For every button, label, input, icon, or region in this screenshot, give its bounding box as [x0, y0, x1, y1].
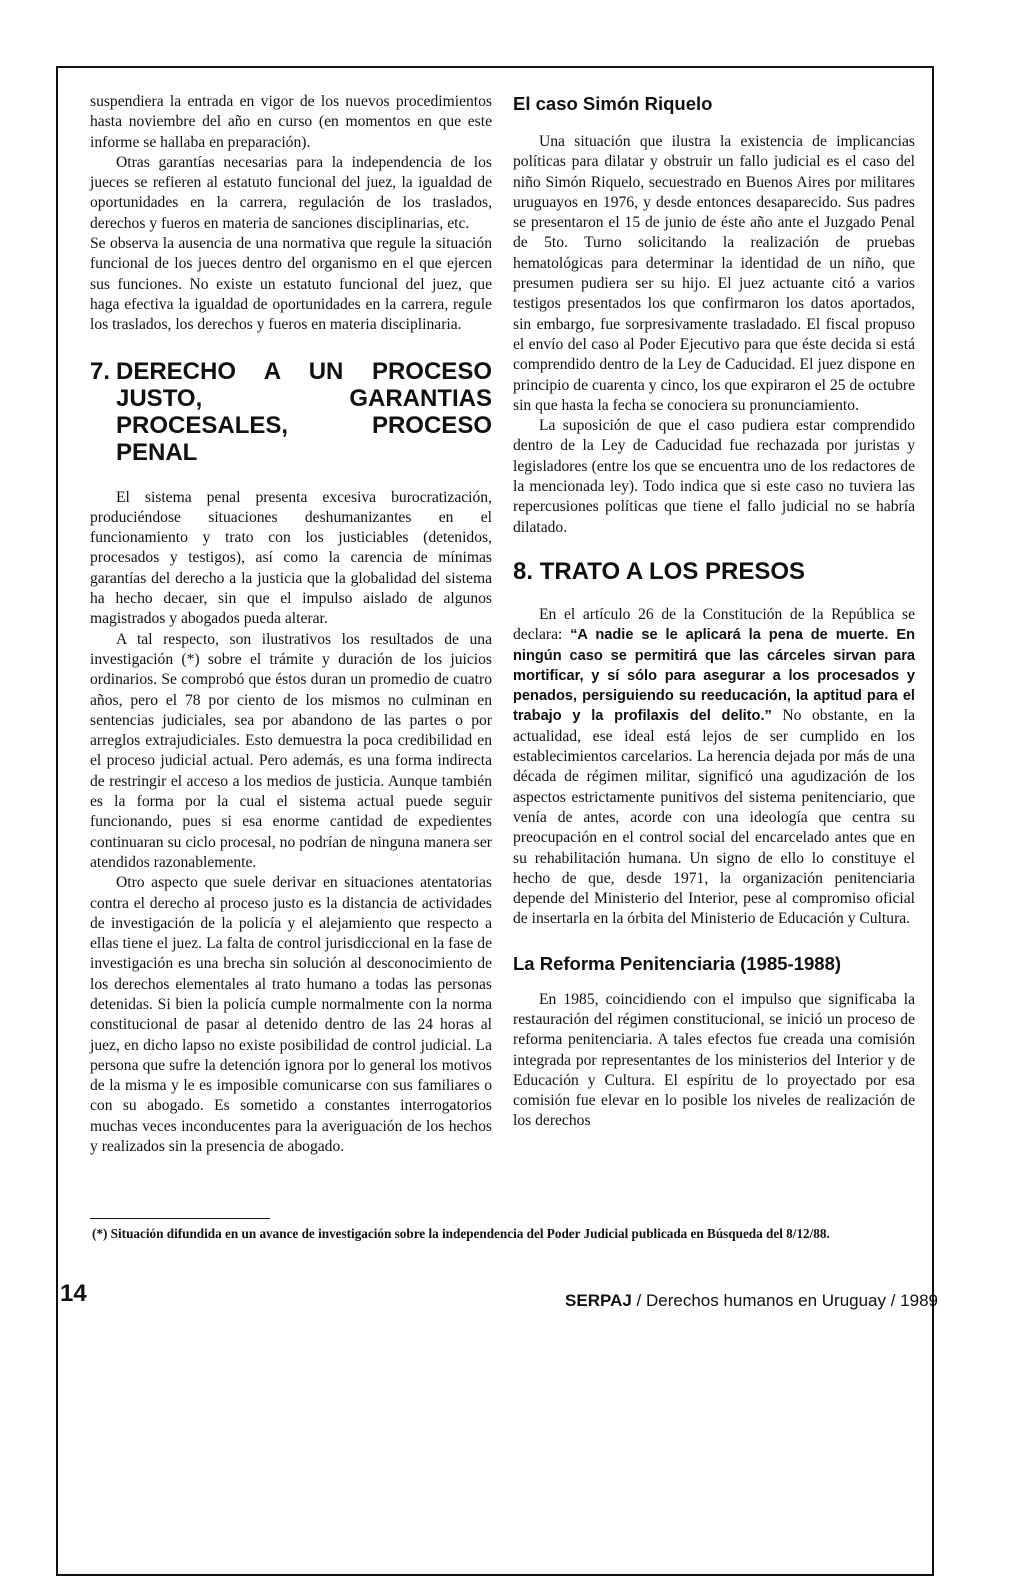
- case-heading: El caso Simón Riquelo: [513, 93, 713, 114]
- paragraph: El sistema penal presenta excesiva burocratización, produciéndose situaciones deshumanizantes en el funcionamiento y trato con los justiciables (detenidos, procesados y testigos), así como la carencia de mínimas garantías del derecho a la justicia que la globalidad del sistema ha hecho decaer, sin que el impulso aislado de algunos magistrados y abogados pueda alterar.: [90, 488, 492, 628]
- paragraph: Una situación que ilustra la existencia de implicancias políticas para dilatar y obstruir un fallo judicial es el caso del niño Simón Riquelo, secuestrado en Buenos Aires por militares uruguayos en 1976, y desde entonces desaparecido. Sus padres se presentaron el 15 de junio de éste año ante el Juzgado Penal de 5to. Turno solicitando la realización de pruebas hematológicas para determinar la identidad de un niño, que presumen pudiera ser su hijo. El juez actuante citó a varios testigos presentados los que confirmaron los datos aportados, sin embargo, fue sorpresivamente trasladado. El fiscal propuso el envío del caso al Poder Ejecutivo para que éste decida si está comprendido dentro de la Ley de Caducidad. El juez dispone en principio de cuarenta y cinco, los que expiraron el 25 de octubre sin que hasta la fecha se conociera su pronunciamiento.: [513, 133, 915, 414]
- publication-title: / Derechos humanos en Uruguay / 1989: [631, 1291, 938, 1310]
- section-8-heading: [513, 558, 915, 585]
- reform-heading: La Reforma Penitenciaria (1985-1988): [513, 952, 842, 974]
- paragraph: La suposición de que el caso pudiera estar comprendido dentro de la Ley de Caducidad fue rechazada por juristas y legisladores (entre los que se encuentra uno de los redactores de la mencionada ley). Todo indica que si este caso no tuviera las repercusiones políticas que tiene el fallo judicial no se habría dilatado.: [513, 417, 915, 536]
- section-title: TRATO A LOS PRESOS: [539, 557, 806, 585]
- paragraph-intro: En el artículo 26 de la Constitución de la República se declara:: [513, 605, 915, 644]
- paragraph: suspendiera la entrada en vigor de los nuevos procedimientos hasta noviembre del año en curso (en momentos en que este informe se hallaba en preparación).: [90, 93, 492, 151]
- left-column: [90, 92, 492, 1157]
- page-number: 14: [60, 1280, 87, 1307]
- section-number: 8.: [513, 557, 534, 585]
- section-number: 7.: [90, 357, 111, 385]
- paragraph: [513, 605, 915, 930]
- footnote: (*) Situación difundida en un avance de investigación sobre la independencia del Poder Judicial publicada en Búsqueda del 8/12/88.: [92, 1226, 830, 1241]
- section-7-heading: [90, 358, 492, 466]
- paragraph: Se observa la ausencia de una normativa que regule la situación funcional de los jueces dentro del organismo en el que ejercen sus funciones. No existe un estatuto funcional del juez, que haga efectiva la igualdad de oportunidades en la carrera, regule los traslados, los derechos y fueros en materia disciplinaria.: [90, 235, 492, 334]
- section-title: DERECHO A UN PROCESO JUSTO, GARANTIAS PROCESALES, PROCESO PENAL: [116, 357, 492, 466]
- running-footer: [565, 1290, 938, 1312]
- paragraph: Otras garantías necesarias para la independencia de los jueces se refieren al estatuto funcional del juez, la igualdad de oportunidades en la carrera, regulación de los traslados, derechos y fueros en materia de sanciones disciplinarias, etc.: [90, 153, 492, 232]
- paragraph: Otro aspecto que suele derivar en situaciones atentatorias contra el derecho al proceso justo es la distancia de actividades de investigación de la policía y el alejamiento que respecto a ellas tiene el juez. La falta de control jurisdiccional en la fase de investigación es una brecha sin solución al desconocimiento de los derechos elementales al trato humano a todas las personas detenidas. Si bien la policía cumple normalmente con la norma constitucional de pasar al detenido dentro de las 24 horas al juez, en dicho lapso no existe posibilidad de control judicial. La persona que sufre la detención ignora por lo general los motivos de la misma y le es imposible comunicarse con sus familiares o con su abogado. Es sometido a constantes interrogatorios muchas veces inconducentes para la averiguación de los hechos y realizados sin la presencia de abogado.: [90, 874, 492, 1156]
- paragraph: A tal respecto, son ilustrativos los resultados de una investigación (*) sobre el trámite y duración de los juicios ordinarios. Se comprobó que éstos duran un promedio de cuatro años, pero el 78 por ciento de los mismos no culminan en sentencias judiciales, sea por abandono de las partes o por arreglos extrajudiciales. Esto demuestra la poca credibilidad en el proceso judicial actual. Pero además, es una forma indirecta de restringir el acceso a los medios de justicia. Aunque también es la forma por la cual el sistema actual puede seguir funcionando, pues si esa enorme cantidad de expedientes continuaran su ciclo procesal, no podrían de ninguna manera ser atendidos razonablemente.: [90, 630, 492, 871]
- paragraph: En 1985, coincidiendo con el impulso que significaba la restauración del régimen constitucional, se inició un proceso de reforma penitenciaria. A tales efectos fue creada una comisión integrada por representantes de los ministerios del Interior y de Educación y Cultura. El espíritu de lo proyectado por esa comisión fue elevar en lo posible los niveles de realización de los derechos: [513, 990, 915, 1130]
- constitution-quote: “A nadie se le aplicará la pena de muerte. En ningún caso se permitirá que las cárceles sirvan para mortificar, y sí sólo para asegurar a los procesados y penados, persiguiendo su reeducación, la aptitud para el trabajo y la profilaxis del delito.”: [513, 627, 915, 725]
- publisher-name: SERPAJ: [565, 1291, 632, 1310]
- right-column: [513, 92, 915, 1132]
- paragraph-rest: No obstante, en la actualidad, ese ideal está lejos de ser cumplido en los establecimientos carcelarios. La herencia dejada por más de una década de régimen militar, significó una agudización de los aspectos estrictamente punitivos del sistema penitenciario, que venía de antes, acorde con una ideología que centra su preocupación en el control social del encarcelado antes que en su rehabilitación humana. Un signo de ello lo constituye el hecho de que, desde 1971, la organización penitenciaria depende del Ministerio del Interior, pese al compromiso oficial de insertarla en la órbita del Ministerio de Educación y Cultura.: [513, 707, 915, 928]
- footnote-divider: [90, 1218, 270, 1219]
